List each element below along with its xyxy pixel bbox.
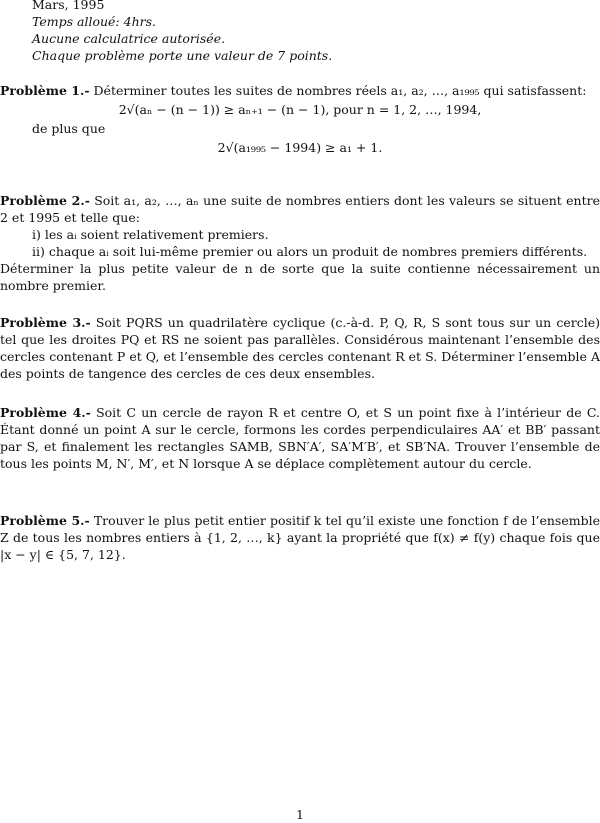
problem-4-text: Soit C un cercle de rayon R et centre O, et S un point fixe à l’intérieur de C. Étant donné un point A sur le cercle, formons les cordes perpendiculaires AA′ et BB′ passant par S, et finalement les rectangles SAMB, SBN′A′, SA′M′B′, et SB′NA. Trouver l’ensemble de tous les points M, N′, M′, et N lorsque A se déplace complètement autour du cercle. [0, 405, 600, 471]
problem-2-rest: Déterminer la plus petite valeur de n de sorte que la suite contienne nécessairement un nombre premier. [0, 261, 600, 293]
problem-2 [0, 192, 600, 294]
problem-2-intro: Soit a₁, a₂, …, aₙ une suite de nombres entiers dont les valeurs se situent entre 2 et 1995 et telle que: [0, 193, 600, 225]
problem-3-text: Soit PQRS un quadrilatère cyclique (c.-à-d. P, Q, R, S sont tous sur un cercle) tel que les droites PQ et RS ne soient pas parallèles. Considérous maintenant l’ensemble des cercles contenant P et Q, et l’ensemble des cercles contenant R et S. Déterminer l’ensemble A des points de tangence des cercles de ces deux ensembles. [0, 315, 600, 381]
page-number: 1 [296, 807, 304, 822]
problem-2-item-1: i) les aᵢ soient relativement premiers. [32, 227, 269, 242]
problem-1 [0, 82, 600, 158]
problem-1-equation-2: 2√(a₁₉₉₅ − 1994) ≥ a₁ + 1. [217, 140, 383, 155]
problem-1-title: Problème 1.- [0, 83, 90, 98]
problem-3 [0, 314, 600, 382]
problem-5-text: Trouver le plus petit entier positif k tel qu’il existe une fonction f de l’ensemble Z de tous les nombres entiers à {1, 2, …, k} ayant la propriété que f(x) ≠ f(y) chaque fois que |x − y| ∈ {5, 7, 12}. [0, 513, 600, 562]
exam-header [32, 0, 332, 64]
problem-3-title: Problème 3.- [0, 315, 91, 330]
calculator-rule: Aucune calculatrice autorisée. [32, 31, 226, 46]
problem-1-mid: de plus que [32, 121, 106, 136]
problem-1-equation-1: 2√(aₙ − (n − 1)) ≥ aₙ₊₁ − (n − 1), pour n = 1, 2, …, 1994, [118, 102, 482, 117]
problem-1-intro: Déterminer toutes les suites de nombres réels a₁, a₂, …, a₁₉₉₅ qui satisfassent: [93, 83, 587, 98]
problem-5 [0, 512, 600, 563]
exam-date: Mars, 1995 [32, 0, 105, 12]
problem-2-title: Problème 2.- [0, 193, 90, 208]
problem-2-item-2: ii) chaque aᵢ soit lui-même premier ou alors un produit de nombres premiers différents. [32, 244, 588, 259]
problem-4-title: Problème 4.- [0, 405, 91, 420]
problem-4 [0, 404, 600, 472]
points-rule: Chaque problème porte une valeur de 7 points. [32, 48, 333, 63]
problem-5-title: Problème 5.- [0, 513, 90, 528]
time-allowed: Temps alloué: 4hrs. [32, 14, 156, 29]
